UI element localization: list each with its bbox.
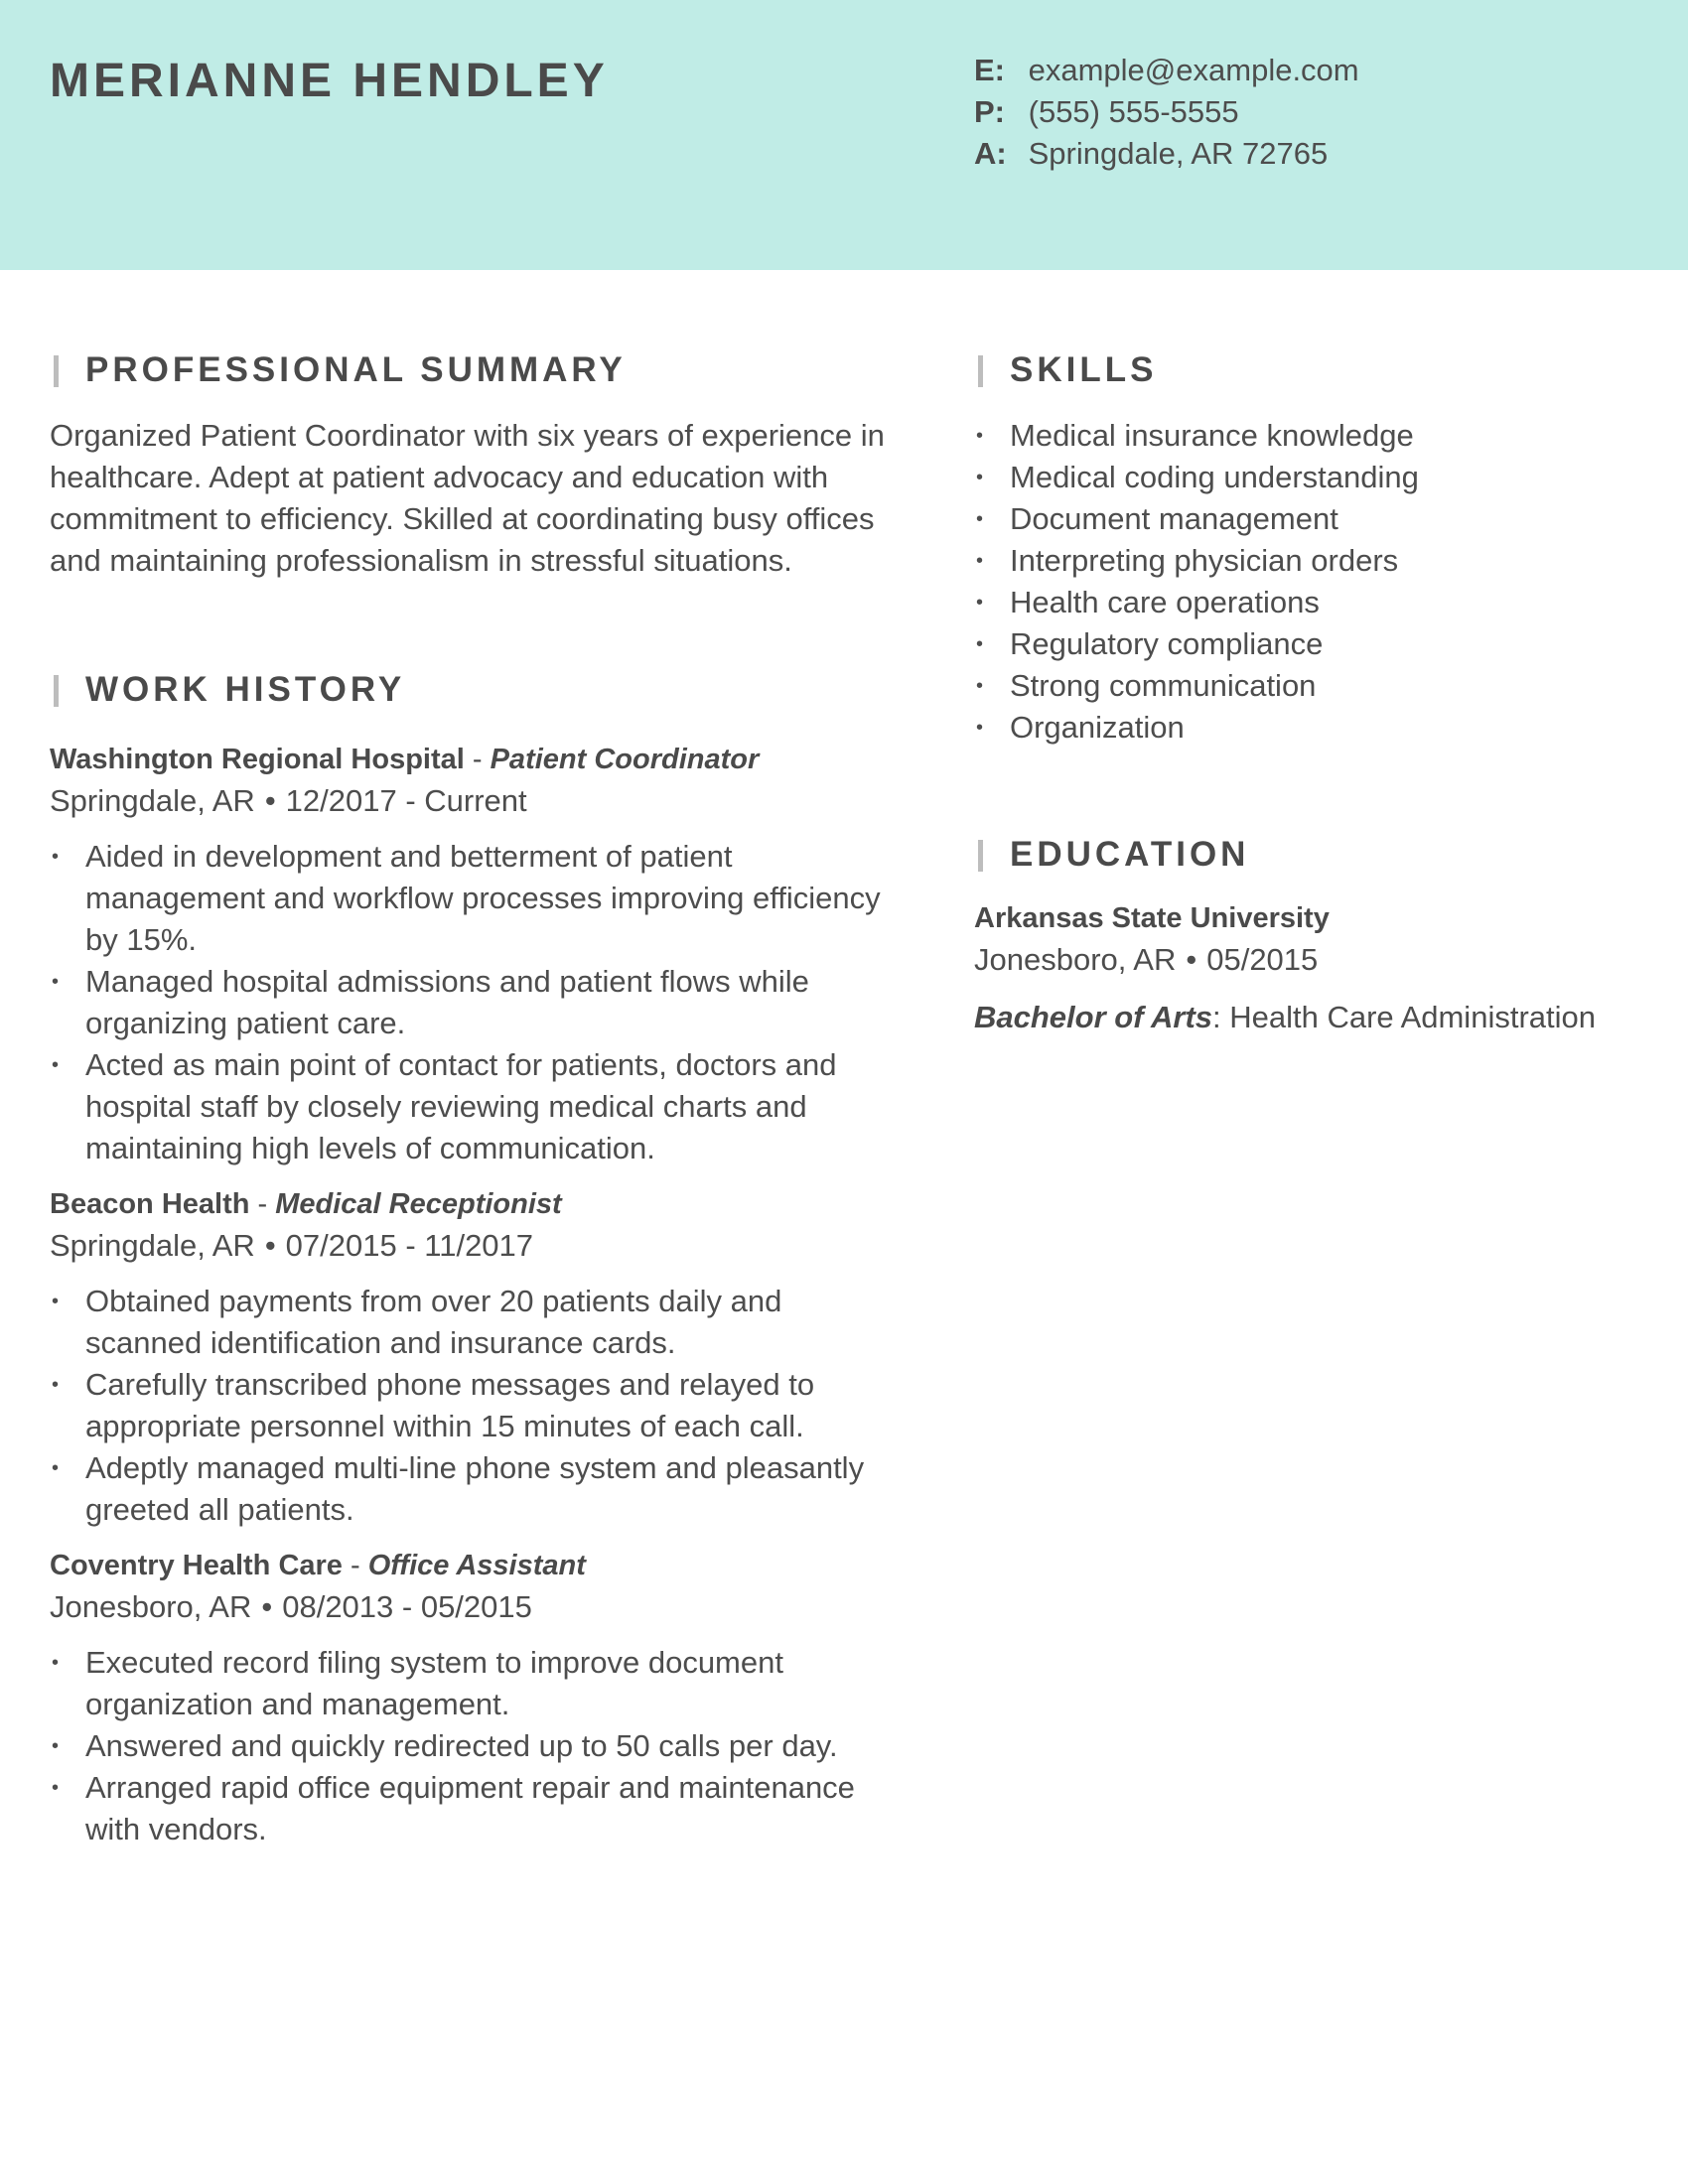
- degree-separator: :: [1212, 1000, 1221, 1034]
- bullet-text: Managed hospital admissions and patient flows while organizing patient care.: [85, 964, 809, 1040]
- bullet-icon: •: [976, 508, 984, 530]
- skill-item: [974, 498, 1669, 540]
- skill-item: [974, 623, 1669, 665]
- bullet-text: Arranged rapid office equipment repair and maintenance with vendors.: [85, 1770, 855, 1846]
- bullet-icon: •: [976, 633, 984, 655]
- job-location: Springdale, AR: [50, 783, 255, 818]
- skill-text: Health care operations: [1010, 585, 1320, 619]
- heading-text: WORK HISTORY: [85, 670, 406, 709]
- bullet-text: Acted as main point of contact for patients, doctors and hospital staff by closely reviewing medical charts and maintaining high levels of communication.: [85, 1047, 837, 1165]
- job-dates: 07/2015 - 11/2017: [285, 1228, 534, 1263]
- heading-bar: [54, 675, 59, 707]
- heading-bar: [978, 840, 983, 872]
- skill-item: [974, 707, 1669, 749]
- meta-dot: •: [1186, 942, 1197, 977]
- bullet-text: Executed record filing system to improve document organization and management.: [85, 1645, 783, 1721]
- skill-item: [974, 457, 1669, 498]
- list-item: [50, 836, 894, 961]
- contact-phone: [974, 91, 1359, 133]
- bullet-icon: •: [52, 1735, 60, 1757]
- degree-line: [974, 997, 1669, 1038]
- phone-value: (555) 555-5555: [1028, 94, 1239, 129]
- list-item: [50, 961, 894, 1044]
- heading-text: SKILLS: [1010, 350, 1158, 389]
- job-role: Medical Receptionist: [275, 1188, 562, 1220]
- title-separator: -: [342, 1550, 368, 1581]
- meta-dot: •: [261, 1589, 273, 1624]
- bullet-icon: •: [976, 717, 984, 739]
- bullet-text: Obtained payments from over 20 patients daily and scanned identification and insurance cards.: [85, 1284, 782, 1360]
- company-name: Beacon Health: [50, 1188, 250, 1220]
- heading-bar: [54, 355, 59, 387]
- job-entry: [50, 1545, 894, 1850]
- list-item: [50, 1767, 894, 1850]
- bullet-icon: •: [976, 550, 984, 572]
- skill-text: Regulatory compliance: [1010, 626, 1324, 661]
- right-column: [974, 347, 1669, 1069]
- job-dates: 08/2013 - 05/2015: [282, 1589, 532, 1624]
- list-item: [50, 1725, 894, 1767]
- header-band: [0, 0, 1688, 270]
- contact-address: [974, 133, 1359, 175]
- bullet-text: Aided in development and betterment of patient management and workflow processes improving efficiency by 15%.: [85, 839, 881, 957]
- summary-text: Organized Patient Coordinator with six years of experience in healthcare. Adept at patient advocacy and education with commitment to efficiency. Skilled at coordinating busy offices and maintaining professionalism in stressful situations.: [50, 418, 885, 578]
- left-column: [50, 347, 894, 1850]
- job-title: [50, 1183, 894, 1225]
- skill-item: [974, 582, 1669, 623]
- meta-dot: •: [264, 1228, 276, 1263]
- contact-label: E:: [974, 53, 1005, 87]
- bullet-icon: •: [52, 1054, 60, 1076]
- skill-text: Organization: [1010, 710, 1185, 745]
- company-name: Washington Regional Hospital: [50, 744, 465, 775]
- section-heading-skills: [974, 347, 1669, 393]
- bullet-icon: •: [52, 846, 60, 868]
- bullet-icon: •: [976, 592, 984, 614]
- contact-label: A:: [974, 136, 1007, 171]
- job-entry: [50, 739, 894, 1169]
- list-item: [50, 1642, 894, 1725]
- skill-text: Document management: [1010, 501, 1338, 536]
- skills-list: [974, 415, 1669, 749]
- degree-name: Bachelor of Arts: [974, 1000, 1213, 1034]
- job-role: Patient Coordinator: [490, 744, 760, 775]
- job-location: Springdale, AR: [50, 1228, 255, 1263]
- graduation-date: 05/2015: [1206, 942, 1319, 977]
- bullet-icon: •: [976, 467, 984, 488]
- bullet-icon: •: [52, 1777, 60, 1799]
- bullet-icon: •: [976, 675, 984, 697]
- bullet-icon: •: [976, 425, 984, 447]
- job-dates: 12/2017 - Current: [285, 783, 527, 818]
- job-bullets: [50, 1281, 894, 1531]
- skill-text: Medical coding understanding: [1010, 460, 1419, 494]
- bullet-icon: •: [52, 971, 60, 993]
- skill-item: [974, 415, 1669, 457]
- job-meta: [50, 1225, 894, 1267]
- bullet-text: Adeptly managed multi-line phone system and pleasantly greeted all patients.: [85, 1450, 865, 1527]
- job-title: [50, 1545, 894, 1586]
- section-heading-work-history: [50, 667, 894, 713]
- job-role: Office Assistant: [367, 1550, 586, 1581]
- title-separator: -: [249, 1188, 276, 1220]
- skill-item: [974, 540, 1669, 582]
- job-meta: [50, 1586, 894, 1628]
- list-item: [50, 1281, 894, 1364]
- heading-bar: [978, 355, 983, 387]
- contact-info: [974, 50, 1359, 175]
- section-heading-summary: [50, 347, 894, 393]
- job-bullets: [50, 836, 894, 1169]
- list-item: [50, 1447, 894, 1531]
- bullet-icon: •: [52, 1457, 60, 1479]
- education-meta: [974, 939, 1669, 981]
- bullet-text: Answered and quickly redirected up to 50 calls per day.: [85, 1728, 838, 1763]
- skill-item: [974, 665, 1669, 707]
- company-name: Coventry Health Care: [50, 1550, 343, 1581]
- school-location: Jonesboro, AR: [974, 942, 1177, 977]
- list-item: [50, 1044, 894, 1169]
- contact-email: [974, 50, 1359, 91]
- skill-text: Interpreting physician orders: [1010, 543, 1399, 578]
- job-title: [50, 739, 894, 780]
- candidate-name: MERIANNE HENDLEY: [50, 55, 609, 107]
- bullet-icon: •: [52, 1291, 60, 1312]
- job-entry: [50, 1183, 894, 1531]
- title-separator: -: [464, 744, 491, 775]
- heading-text: EDUCATION: [1010, 835, 1250, 874]
- address-value: Springdale, AR 72765: [1028, 136, 1329, 171]
- school-name: Arkansas State University: [974, 902, 1330, 934]
- education-entry: [974, 897, 1669, 1038]
- job-location: Jonesboro, AR: [50, 1589, 252, 1624]
- email-value[interactable]: example@example.com: [1028, 53, 1359, 87]
- bullet-icon: •: [52, 1652, 60, 1674]
- bullet-icon: •: [52, 1374, 60, 1396]
- contact-label: P:: [974, 94, 1005, 129]
- section-heading-education: [974, 832, 1669, 878]
- meta-dot: •: [264, 783, 276, 818]
- job-meta: [50, 780, 894, 822]
- list-item: [50, 1364, 894, 1447]
- degree-field: Health Care Administration: [1220, 1000, 1596, 1034]
- job-bullets: [50, 1642, 894, 1850]
- skill-text: Strong communication: [1010, 668, 1317, 703]
- heading-text: PROFESSIONAL SUMMARY: [85, 350, 627, 389]
- skill-text: Medical insurance knowledge: [1010, 418, 1414, 453]
- bullet-text: Carefully transcribed phone messages and relayed to appropriate personnel within 15 minutes of each call.: [85, 1367, 815, 1443]
